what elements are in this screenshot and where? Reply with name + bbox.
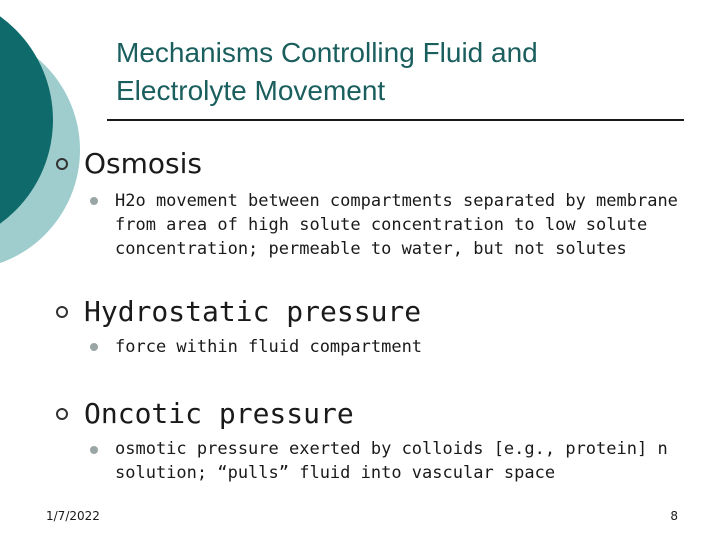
bullet-ring-icon [56, 408, 68, 420]
bullet-detail-osmosis: H2o movement between compartments separated by membrane from area of high solute concentration to low solute concentration; permeable to water, but not solutes [115, 191, 678, 259]
bullet-ring-icon [56, 158, 68, 170]
footer-date: 1/7/2022 [46, 509, 100, 523]
bullet-detail-oncotic: osmotic pressure exerted by colloids [e.g., protein] n solution; “pulls” fluid into vascular space [115, 439, 668, 483]
slide-title: Mechanisms Controlling Fluid and Electrolyte Movement [116, 37, 538, 106]
bullet-detail-hydrostatic: force within fluid compartment [115, 337, 423, 357]
bullet-ring-icon [56, 306, 68, 318]
bullet-heading-hydrostatic: Hydrostatic pressure [84, 295, 422, 328]
bullet-heading-oncotic: Oncotic pressure [84, 397, 354, 430]
bullet-dot-icon [90, 197, 98, 205]
bullet-dot-icon [90, 343, 98, 351]
page-number: 8 [670, 509, 678, 523]
bullet-dot-icon [90, 446, 98, 454]
bullet-heading-osmosis: Osmosis [84, 147, 202, 180]
title-underline [107, 119, 684, 121]
